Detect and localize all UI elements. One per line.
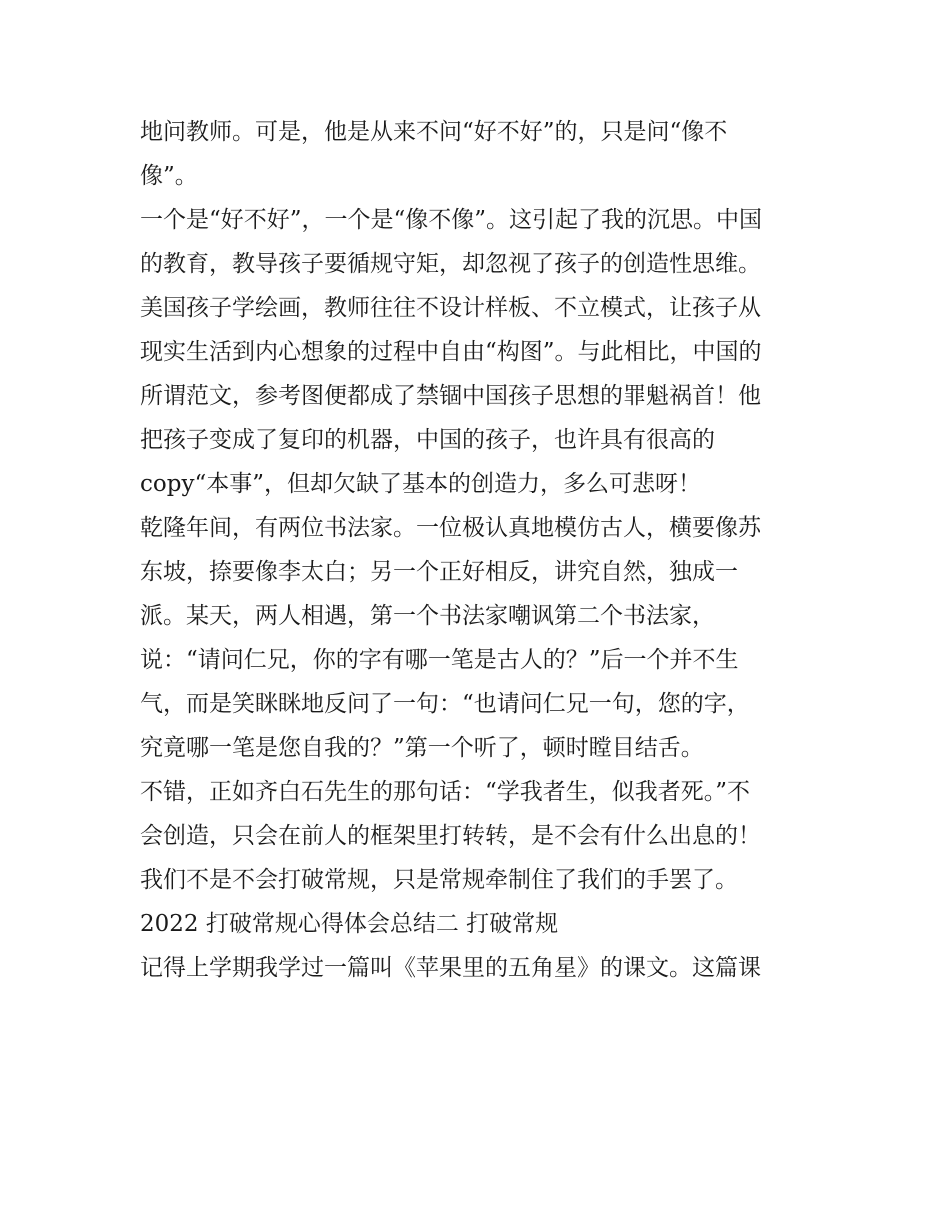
- text-line: 现实生活到内心想象的过程中自由“构图”。与此相比，中国的: [140, 339, 762, 365]
- heading-text: 2022 打破常规心得体会总结二 打破常规: [140, 911, 559, 937]
- paragraph: [140, 198, 820, 506]
- text-line: 所谓范文，参考图便都成了禁锢中国孩子思想的罪魁祸首！他: [140, 383, 761, 409]
- text-line: 记得上学期我学过一篇叫《苹果里的五角星》的课文。这篇课: [140, 955, 761, 981]
- text-line: 会创造，只会在前人的框架里打转转，是不会有什么出息的！: [140, 823, 761, 849]
- section-heading: [140, 902, 820, 946]
- text-line: copy“本事”，但却欠缺了基本的创造力，多么可悲呀！: [140, 471, 701, 497]
- document-page: [140, 110, 820, 990]
- text-line: 不错，正如齐白石先生的那句话：“学我者生，似我者死。”不: [140, 779, 751, 805]
- text-line: 把孩子变成了复印的机器，中国的孩子，也许具有很高的: [140, 427, 715, 453]
- text-line: 像”。: [140, 163, 198, 189]
- text-line: 的教育，教导孩子要循规守矩，却忽视了孩子的创造性思维。: [140, 251, 761, 277]
- paragraph: [140, 110, 820, 198]
- text-line: 派。某天，两人相遇，第一个书法家嘲讽第二个书法家，: [140, 603, 715, 629]
- text-line: 地问教师。可是，他是从来不问“好不好”的，只是问“像不: [140, 119, 728, 145]
- paragraph: [140, 770, 820, 902]
- paragraph: [140, 506, 820, 770]
- text-line: 一个是“好不好”，一个是“像不像”。这引起了我的沉思。中国: [140, 207, 763, 233]
- text-line: 我们不是不会打破常规，只是常规牵制住了我们的手罢了。: [140, 867, 738, 893]
- text-line: 气，而是笑眯眯地反问了一句：“也请问仁兄一句，您的字，: [140, 691, 750, 717]
- text-line: 乾隆年间，有两位书法家。一位极认真地模仿古人，横要像苏: [140, 515, 761, 541]
- text-line: 东坡，捺要像李太白；另一个正好相反，讲究自然，独成一: [140, 559, 738, 585]
- text-line: 究竟哪一笔是您自我的？”第一个听了，顿时瞠目结舌。: [140, 735, 704, 761]
- paragraph: [140, 946, 820, 990]
- text-line: 美国孩子学绘画，教师往往不设计样板、不立模式，让孩子从: [140, 295, 761, 321]
- text-line: 说：“请问仁兄，你的字有哪一笔是古人的？”后一个并不生: [140, 647, 739, 673]
